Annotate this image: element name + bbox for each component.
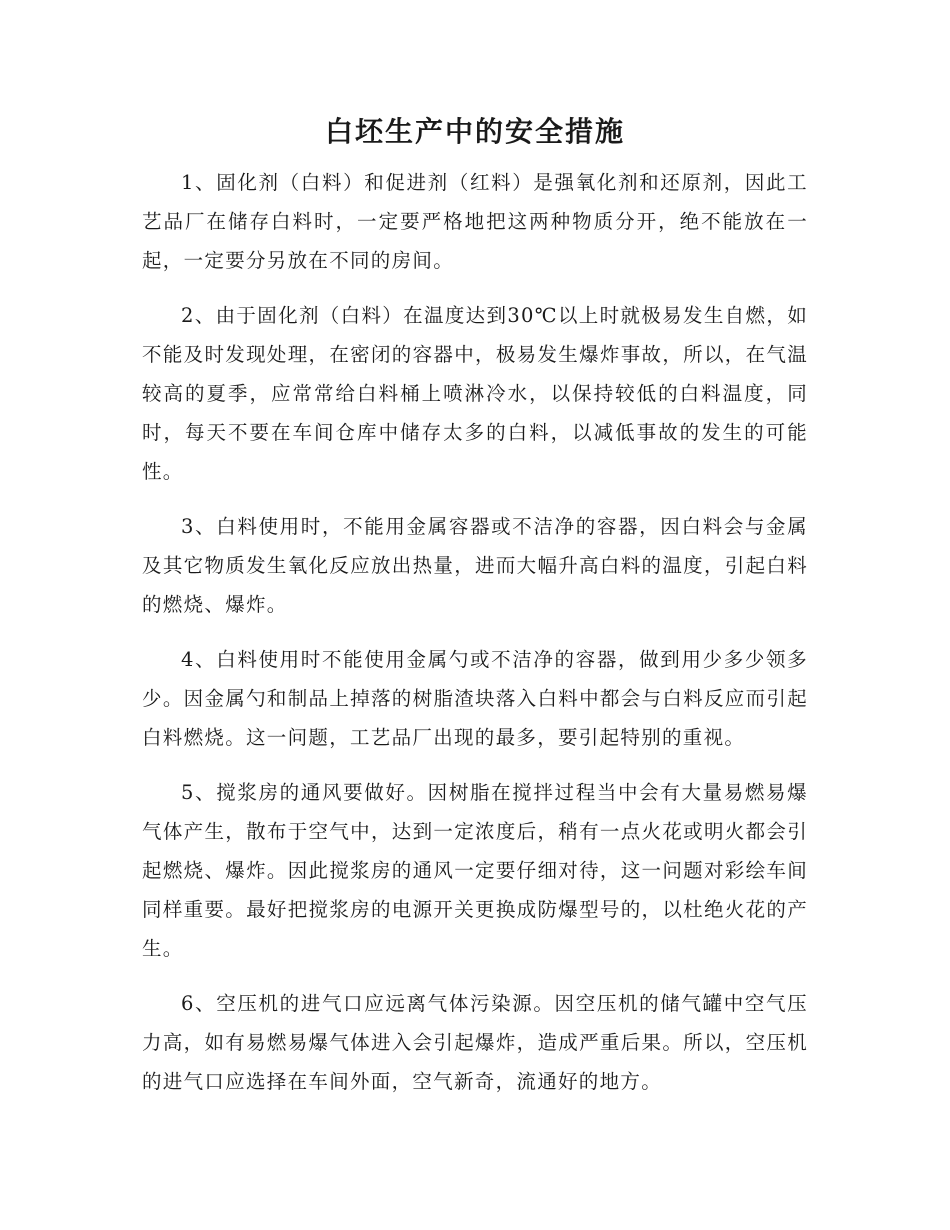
paragraph-6: 6、空压机的进气口应远离气体污染源。因空压机的储气罐中空气压力高，如有易燃易爆气体进入会引起爆炸，造成严重后果。所以，空压机的进气口应选择在车间外面，空气新奇，流通好的地方。	[142, 992, 808, 1093]
paragraph-2: 2、由于固化剂（白料）在温度达到30℃以上时就极易发生自燃，如不能及时发现处理，在密闭的容器中，极易发生爆炸事故，所以，在气温较高的夏季，应常常给白料桶上喷淋冷水，以保持较低的白料温度，同时，每天不要在车间仓库中储存太多的白料，以减低事故的发生的可能性。	[142, 304, 808, 483]
document-title: 白坯生产中的安全措施	[324, 115, 625, 148]
paragraph-1: 1、固化剂（白料）和促进剂（红料）是强氧化剂和还原剂，因此工艺品厂在储存白料时，一定要严格地把这两种物质分开，绝不能放在一起，一定要分另放在不同的房间。	[142, 171, 808, 272]
paragraph-4: 4、白料使用时不能使用金属勺或不洁净的容器，做到用少多少领多少。因金属勺和制品上掉落的树脂渣块落入白料中都会与白料反应而引起白料燃烧。这一问题，工艺品厂出现的最多，要引起特别的重视。	[142, 648, 808, 749]
document-body	[142, 163, 808, 1117]
paragraph-3: 3、白料使用时，不能用金属容器或不洁净的容器，因白料会与金属及其它物质发生氧化反应放出热量，进而大幅升高白料的温度，引起白料的燃烧、爆炸。	[142, 515, 808, 616]
paragraph-5: 5、搅浆房的通风要做好。因树脂在搅拌过程当中会有大量易燃易爆气体产生，散布于空气中，达到一定浓度后，稍有一点火花或明火都会引起燃烧、爆炸。因此搅浆房的通风一定要仔细对待，这一问题对彩绘车间同样重要。最好把搅浆房的电源开关更换成防爆型号的，以杜绝火花的产生。	[142, 781, 808, 960]
